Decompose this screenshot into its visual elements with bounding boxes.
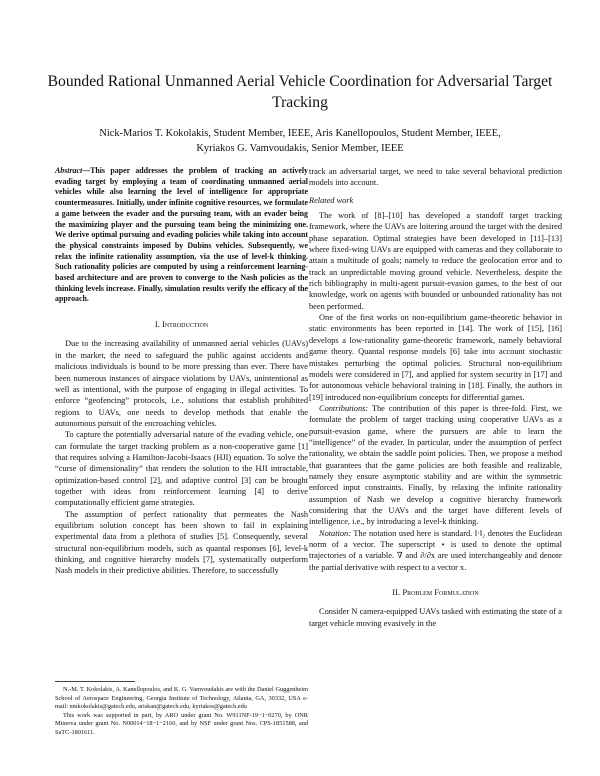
right-column [309,166,562,629]
notation-paragraph [309,528,562,573]
contributions-text: The contribution of this paper is three-fold. First, we formulate the problem of target tracking using cooperative UAVs as a pursuit-evasion game, where the pursuers are able to learn the “intelligence” of the evader. In particular, under the assumption of perfect rationality, we obtain the saddle point policies. Then, we propose a method that guarantees that the game policies are both feasible and realizable, namely they ensure asymptotic stability and are within the symmetric enforced input constraints. Finally, by relaxing the infinite rationality assumption of Nash we develop a cognitive hierarchy framework considering that the UAVs and the target have different levels of intelligence, i.e., by introducing a level-k thinking. [309,403,562,527]
contributions-paragraph [309,403,562,528]
contributions-label: Contributions: [319,403,369,413]
intro-paragraph-3: The assumption of perfect rationality that permeates the Nash equilibrium solution concept has been shown to fail in explaining experimental data from a plethora of studies [5]. Consequently, several structural non-equilibrium models, such as quantal responses [6], level-k thinking, and cognitive hierarchy models [7], systematically outperform Nash models in their predictive abilities. Therefore, to successfully [55,509,308,576]
section-heading-introduction: I. Introduction [154,319,209,330]
abstract-label: Abstract [55,166,83,175]
intro-continuation: track an adversarial target, we need to take several behavioral prediction models into account. [309,167,562,188]
notation-label: Notation: [319,528,351,538]
authors-line-2: Kyriakos G. Vamvoudakis, Senior Member, IEEE [196,143,404,154]
author-list [40,126,560,156]
intro-paragraph-2: To capture the potentially adversarial nature of the evading vehicle, one can formulate the target tracking problem as a non-cooperative game [1] that requires solving a Hamilton-Jacobi-Isaacs (HJI) equation. To solve the “curse of dimensionality” that renders the solution to the HJI intractable, optimization-based control [2], and adaptive control [3] can be brought together with ideas from reinforcement learning [4] to derive computationally efficient game strategies. [55,430,308,508]
abstract-text: —This paper addresses the problem of tracking an actively evading target by employing a team of coordinating unmanned aerial vehicles while also learning the level of intelligence for appropriate countermeasures. Initially, under infinite cognitive resources, we formulate a game between the evader and the pursuing team, with an evader being the maximizing player and the pursuing team being the minimizing one. We derive optimal pursuing and evading policies while taking into account the physical constraints imposed by Dubins vehicles. Subsequently, we relax the infinite rationality assumption, via the use of level-k thinking. Such rationality policies are computed by using a reinforcement learning-based architecture and are proven to converge to the Nash policies as the thinking levels increase. Finally, simulation results verify the efficacy of the approach. [55,166,308,304]
formulation-paragraph-1: Consider N camera-equipped UAVs tasked with estimating the state of a target vehicle moving evasively in the [309,607,562,628]
footnote-affiliation: N.-M. T. Kokolakis, A. Kanellopoulos, and K. G. Vamvoudakis are with the Daniel Guggenheim School of Aerospace Engineering, Georgia Institute of Technology, Atlanta, GA, 30332, USA e-mail: nmkokolakis@gatech.edu, ariskan@gatech.edu, kyriakos@gatech.edu [55,686,308,711]
intro-paragraph-1: Due to the increasing availability of unmanned aerial vehicles (UAVs) in the market, the need to safeguard the public against accidents and malicious individuals is bound to be more pressing than ever. There have been numerous instances of airspace violations by UAVs, unintentional as well as intentional, with the purpose of engaging in illegal activities. To enforce “geofencing” protocols, i.e., solutions that establish prohibited regions to UAVs, one needs to develop methods that enable the autonomous pursuit of the encroaching vehicles. [55,339,308,428]
abstract [55,166,308,305]
footnotes [55,686,308,738]
paper-title: Bounded Rational Unmanned Aerial Vehicle Coordination for Adversarial Target Tracking [47,73,553,111]
authors-line-1: Nick-Marios T. Kokolakis, Student Member, IEEE, Aris Kanellopoulos, Student Member, IEEE, [99,128,501,139]
left-column [55,166,308,577]
section-heading-problem-formulation: II. Problem Formulation [392,587,479,598]
subsection-heading-related-work: Related work [309,195,354,205]
notation-text: The notation used here is standard. ‖·‖₂ denotes the Euclidean norm of a vector. The superscript ⋆ is used to denote the optimal trajectories of a variable. ∇ and ∂/∂x are used interchangeably and denote the partial derivative with respect to a vector x. [309,528,562,572]
related-paragraph-2: One of the first works on non-equilibrium game-theoretic behavior in static environments has been reported in [14]. The work of [15], [16] develops a low-rationality game-theoretic framework, namely behavioral game theory. Quantal response models [6] take into account stochastic mistakes perturbing the optimal policies. Structural non-equilibrium models were considered in [7], and applied for system security in [17] and for autonomous vehicle behavioral training in [18]. Finally, the authors in [19] introduced non-equilibrium concepts for differential games. [309,313,562,402]
footnote-rule [55,681,135,682]
footnote-funding: This work was supported in part, by ARO under grant No. W911NF-19−1−0270, by ONR Minerva under grant No. N00014−18−1−2160, and by NSF under grant Nos. CPS-1851588, and SaTC-1801611. [55,711,308,736]
related-paragraph-1: The work of [8]–[10] has developed a standoff target tracking framework, where the UAVs are loitering around the target with the desired phase separation. Optimal strategies have been developed in [11]–[13] where fixed-wing UAVs are equipped with cameras and they collaborate to attain a multitude of goals; namely to reduce the geolocation error and to track an unpredictable moving ground vehicle. Nevertheless, despite the rich bibliography in multi-agent pursuit-evasion games, to the best of our knowledge, work on agents with bounded or unbounded rationality has not been performed. [309,211,562,311]
